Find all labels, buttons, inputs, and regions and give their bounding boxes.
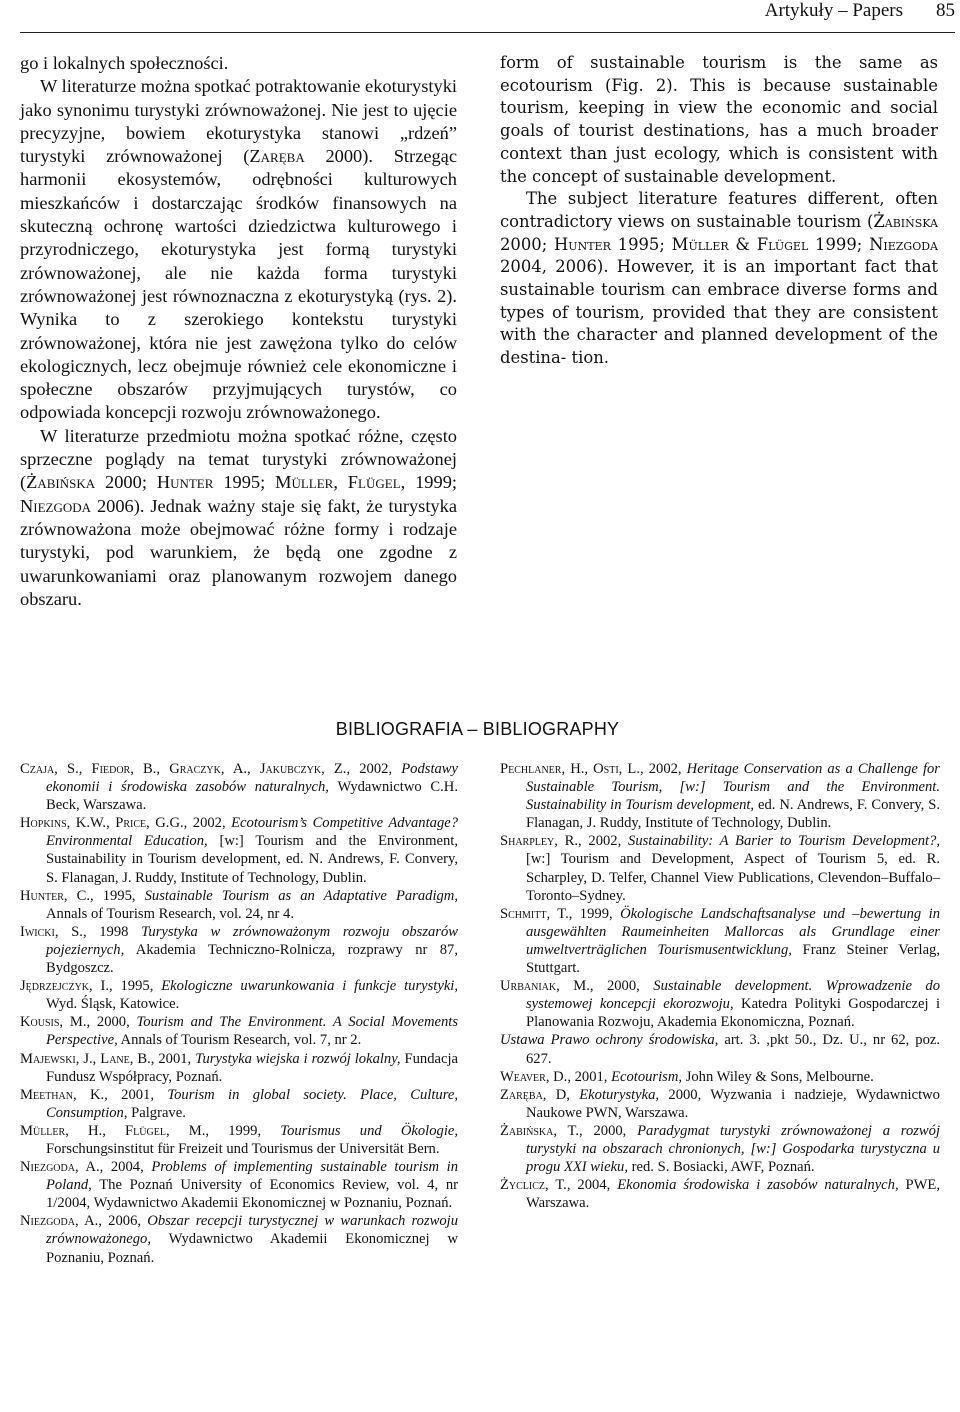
entry-authors: Jędrzejczyk, I. xyxy=(20,978,110,995)
entry-title: Tourismus und Ökologie, xyxy=(280,1122,459,1139)
bibliography-entry xyxy=(500,1068,940,1086)
entry-publisher: [w:] Tourism and Development, Aspect of Tourism 5, ed. R. Scharpley, D. Telfer, Channel View Publications, Clevendon–Buffalo–Toronto–Sydney. xyxy=(526,851,940,904)
entry-title: Paradygmat turystyki zrównoważonej a rozwój turystyki na obszarach chronionych, [w:] Gospodarka turystyczna u progu XXI wieku, xyxy=(526,1122,940,1176)
entry-title: Podstawy ekonomii i środowiska zasobów naturalnych, xyxy=(46,761,459,796)
bibliography-entry xyxy=(500,1122,940,1176)
entry-publisher: ed. N. Andrews, F. Convery, S. Flanagan, J. Ruddy, Institute of Technology, Dublin. xyxy=(526,797,941,832)
bibliography-list-right xyxy=(500,760,940,1212)
entry-authors: Zaręba, D xyxy=(500,1086,567,1103)
citation-author: Hunter xyxy=(156,472,214,493)
entry-publisher: 2000, Wyzwania i nadzieje, Wydawnictwo Naukowe PWN, Warszawa. xyxy=(526,1086,940,1121)
paragraph: form of sustainable tourism is the same as ecotourism (Fig. 2). This is because sustainable tourism, keeping in view the economic and social goals of tourist destinations, has a much broader context than just ecology, which is consistent with the concept of sustainable development. xyxy=(500,53,938,186)
citation-author: Niezgoda xyxy=(20,495,92,516)
entry-year: , 2001, xyxy=(150,1050,196,1067)
entry-title: Ekologiczne uwarunkowania i funkcje turystyki, xyxy=(161,978,459,995)
entry-title: Ecotourism, xyxy=(611,1068,683,1085)
paragraph: W literaturze można spotkać potraktowanie ekoturystyki jako synonimu turystyki zrównoważonej. Nie jest to ujęcie precyzyjne, bowiem ekoturystyka stanowi „rdzeń” turystyki zrównoważonej (Zaręba 2000). Strzegąc harmonii ekosystemów, odrębności kulturowych mieszkańców i dostarczając środków finansowych na skuteczną ochronę wartości dziedzictwa kulturowego i przyrodniczego, ekoturystyka jest formą turystyki zrównoważonej, ale nie każda forma turystyki zrównoważonej jest równoznaczna z ekoturystyką (rys. 2). Wynika to z szerokiego kontekstu turystyki zrównoważonej, która nie jest zawężona tylko do celów ekologicznych, lecz obejmuje również cele ekonomiczne i społeczne obszarów przyjmujących turystów, co odpowiada koncepcji rozwoju zrównoważonego. xyxy=(20,76,457,423)
entry-year: , 2006, xyxy=(98,1213,148,1230)
bibliography-entry xyxy=(20,1013,458,1049)
entry-authors: Kousis, M. xyxy=(20,1014,87,1031)
bibliography-entry xyxy=(20,760,458,814)
entry-year: , xyxy=(566,1086,580,1103)
bibliography-entry xyxy=(500,760,940,832)
entry-publisher: art. 3. ,pkt 50., Dz. U., nr 62, poz. 627. xyxy=(526,1032,940,1067)
entry-authors: Niezgoda, A. xyxy=(20,1213,99,1230)
citation-author: Müller xyxy=(671,234,729,254)
entry-title: Obszar recepcji turystycznej w warunkach rozwoju zrównoważonego, xyxy=(46,1213,459,1248)
citation-author: Zaręba xyxy=(249,146,305,167)
entry-authors: Sharpley, R. xyxy=(500,833,579,850)
entry-authors: Urbaniak, M. xyxy=(500,978,590,995)
entry-year: , 2000, xyxy=(86,1014,137,1031)
entry-authors: Hunter, C. xyxy=(20,887,90,904)
citation-author: Flügel xyxy=(756,234,809,254)
running-header xyxy=(20,0,955,33)
bibliography-entry xyxy=(20,1050,458,1086)
entry-year: , 2004, xyxy=(99,1159,152,1176)
entry-year: , 2002, xyxy=(639,761,687,777)
entry-title: Sustainable development. Wprowadzenie do systemowej koncepcji ekorozwoju, xyxy=(526,978,940,1013)
bibliography-entry xyxy=(500,1176,940,1212)
bibliography-entry xyxy=(20,887,458,923)
entry-year: , 2002, xyxy=(183,815,232,832)
entry-publisher: Forschungsinstitut für Freizeit und Tourismus der Universität Bern. xyxy=(46,1140,440,1157)
entry-year: , 1999, xyxy=(205,1122,281,1139)
bibliography-entry xyxy=(20,1122,458,1158)
paragraph: go i lokalnych społeczności. xyxy=(20,53,229,73)
entry-year: , 2001, xyxy=(104,1086,168,1103)
bibliography-entry xyxy=(20,1086,458,1122)
entry-publisher: Annals of Tourism Research, vol. 24, nr 4. xyxy=(46,905,294,922)
page-number: 85 xyxy=(936,0,955,21)
bibliography-entry xyxy=(20,1212,458,1266)
entry-year: , 2002, xyxy=(346,761,402,777)
citation-author: Żabińska xyxy=(26,472,96,493)
entry-title: Heritage Conservation as a Challenge for Sustainable Tourism, [w:] Tourism and the Environment. Sustainability in Tourism development, xyxy=(526,761,940,814)
entry-publisher: Annals of Tourism Research, vol. 7, nr 2. xyxy=(117,1032,362,1049)
entry-publisher: Wydawnictwo Akademii Ekonomicznej w Poznaniu, Poznań. xyxy=(46,1231,458,1266)
entry-title: Tourism in global society. Place, Culture, Consumption, xyxy=(46,1086,458,1121)
citation-author: Hunter xyxy=(554,234,611,254)
entry-publisher: Fundacja Fundusz Współpracy, Poznań. xyxy=(46,1050,459,1085)
entry-authors: Meethan, K. xyxy=(20,1086,105,1103)
entry-authors: Pechlaner, H., Osti, L. xyxy=(500,761,640,777)
entry-authors: Majewski, J., Lane, B. xyxy=(20,1050,151,1067)
entry-year: , 2002, xyxy=(578,833,629,850)
entry-authors: Schmitt, T. xyxy=(500,905,569,922)
bibliography-entry xyxy=(500,832,940,904)
entry-authors: Żabińska, T. xyxy=(500,1122,580,1139)
bibliography-entry xyxy=(500,1086,940,1122)
bibliography-entry xyxy=(500,1031,940,1067)
paragraph: The subject literature features different, often contradictory views on sustainable tourism (Żabińska 2000; Hunter 1995; Müller & Flügel 1999; Niezgoda 2004, 2006). However, it is an important fact that sustainable tourism can embrace diverse forms and types of tourism, provided that they are consistent with the character and planned development of the destina- tion. xyxy=(500,189,938,368)
entry-authors: Życlicz, T. xyxy=(500,1177,567,1194)
entry-title: Ustawa Prawo ochrony środowiska, xyxy=(500,1032,719,1049)
entry-authors: Czaja, S., Fiedor, B., Graczyk, A., Jakubczyk, Z. xyxy=(20,761,347,777)
entry-publisher: The Poznań University of Economics Review, vol. 4, nr 1/2004, Wydawnictwo Akademii Ekonomicznej w Poznaniu, Poznań. xyxy=(46,1177,458,1212)
entry-year: , 1995, xyxy=(89,887,145,904)
entry-year: , 2000, xyxy=(589,978,654,995)
entry-publisher: Wyd. Śląsk, Katowice. xyxy=(46,996,180,1013)
entry-title: Turystyka w zrównoważonym rozwoju obszarów pojeziernych, xyxy=(46,923,458,958)
entry-authors: Niezgoda, A. xyxy=(20,1159,100,1176)
polish-text-column xyxy=(20,52,457,611)
bibliography-heading: BIBLIOGRAFIA – BIBLIOGRAPHY xyxy=(335,719,620,739)
entry-year: , 1998 xyxy=(82,923,142,940)
english-text-column xyxy=(500,52,938,370)
bibliography-entry xyxy=(500,905,940,977)
entry-publisher: Katedra Polityki Gospodarczej i Planowania Rozwoju, Akademia Ekonomiczna, Poznań. xyxy=(526,996,940,1031)
entry-title: Tourism and The Environment. A Social Movements Perspective, xyxy=(46,1014,459,1049)
entry-title: Sustainable Tourism as an Adaptative Paradigm, xyxy=(144,887,458,904)
entry-publisher: Akademia Techniczno-Rolnicza, rozprawy nr 87, Bydgoszcz. xyxy=(46,941,458,977)
entry-publisher: Palgrave. xyxy=(127,1104,186,1121)
entry-year: , 1999, xyxy=(568,905,621,922)
entry-publisher: [w:] Tourism and the Environment, Sustainability in Tourism development, ed. N. Andrews, F. Convery, S. Flanagan, J. Ruddy, Institute of Technology, Dublin. xyxy=(46,833,458,886)
entry-authors: Weaver, D. xyxy=(500,1068,568,1085)
entry-title: Turystyka wiejska i rozwój lokalny, xyxy=(195,1050,401,1067)
entry-year: , 2004, xyxy=(566,1177,618,1194)
entry-year: , 2000, xyxy=(579,1122,638,1139)
bibliography-entry xyxy=(20,923,458,977)
entry-authors: Iwicki, S. xyxy=(20,923,83,940)
entry-publisher: red. S. Bosiacki, AWF, Poznań. xyxy=(628,1159,815,1176)
entry-publisher: Franz Steiner Verlag, Stuttgart. xyxy=(526,941,940,977)
entry-year: , 1995, xyxy=(109,978,162,995)
entry-year: , 2001, xyxy=(567,1068,612,1085)
entry-publisher: Wydawnictwo C.H. Beck, Warszawa. xyxy=(46,779,458,814)
entry-publisher: John Wiley & Sons, Melbourne. xyxy=(682,1068,874,1085)
bibliography-entry xyxy=(500,977,940,1031)
entry-title: Ekoturystyka, xyxy=(579,1086,660,1103)
bibliography-entry xyxy=(20,814,458,886)
citation-author: Żabińska xyxy=(873,211,938,231)
paragraph: W literaturze przedmiotu można spotkać różne, często sprzeczne poglądy na temat turystyki zrównoważonej (Żabińska 2000; Hunter 1995; Müller, Flügel, 1999; Niezgoda 2006). Jednak ważny staje się fakt, że turystyka zrównoważona może obejmować różne formy i rodzaje turystyki, pod warunkiem, że będą one zgodne z uwarunkowaniami oraz planowanym rozwojem danego obszaru. xyxy=(20,425,458,609)
entry-authors: Müller, H., Flügel, M. xyxy=(20,1122,206,1139)
entry-title: Ekonomia środowiska i zasobów naturalnych, xyxy=(617,1177,899,1194)
entry-publisher: PWE, Warszawa. xyxy=(526,1177,940,1212)
bibliography-list-left xyxy=(20,760,458,1267)
citation-author: Niezgoda xyxy=(869,234,938,254)
bibliography-entry xyxy=(20,1158,458,1212)
bibliography-entry xyxy=(20,977,458,1013)
citation-author: Müller, Flügel xyxy=(275,472,401,493)
entry-title: Problems of implementing sustainable tourism in Poland, xyxy=(46,1159,458,1194)
entry-title: Ökologische Landschaftsanalyse und –bewertung in ausgewählten Raumeinheiten Mallorcas als Grundlage einer umweltverträglichen Tourismusentwicklung, xyxy=(526,905,940,958)
entry-title: Sustainability: A Barier to Tourism Development?, xyxy=(628,833,940,850)
entry-authors: Hopkins, K.W., Price, G.G. xyxy=(20,815,184,832)
journal-section-title: Artykuły – Papers xyxy=(764,0,903,21)
entry-title: Ecotourism’s Competitive Advantage? Environmental Education, xyxy=(46,815,459,850)
